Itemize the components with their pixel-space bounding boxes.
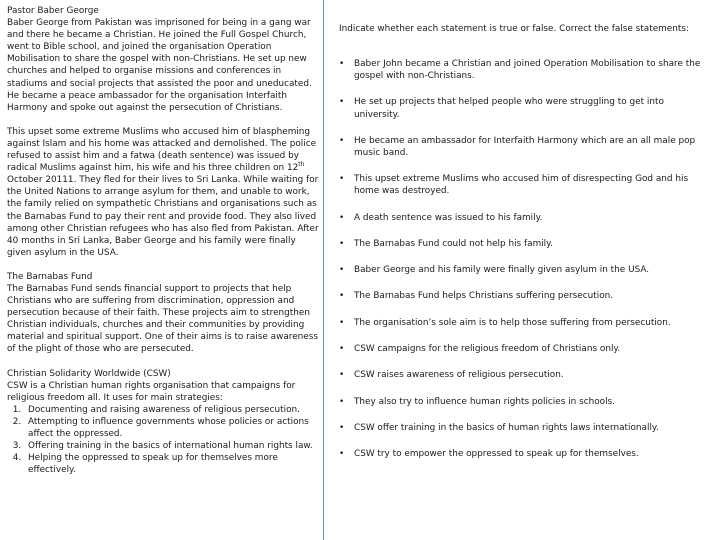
bullet-icon: • — [339, 238, 345, 249]
statement-text: He became an ambassador for Interfaith Harmony which are an all male pop music band. — [354, 135, 696, 158]
statement-text: They also try to influence human rights policies in schools. — [354, 396, 615, 407]
bullet-icon: • — [339, 396, 345, 407]
statement-text: The Barnabas Fund could not help his family. — [354, 238, 553, 249]
statement-item — [339, 173, 709, 197]
exercise-column — [339, 23, 709, 474]
statement-item — [339, 317, 709, 329]
ordinal-suffix: th — [298, 161, 305, 169]
barnabas-heading: The Barnabas Fund — [7, 271, 93, 282]
strategy-list — [7, 404, 319, 477]
bullet-icon: • — [339, 291, 345, 302]
statement-text: Baber George and his family were finally given asylum in the USA. — [354, 265, 650, 276]
bullet-icon: • — [339, 317, 345, 328]
csw-heading: Christian Solidarity Worldwide (CSW) — [7, 368, 171, 379]
statement-text: Baber John became a Christian and joined Operation Mobilisation to share the gospel with non-Christians. — [354, 59, 701, 82]
column-divider — [323, 0, 324, 540]
statement-text: The Barnabas Fund helps Christians suffering persecution. — [354, 291, 614, 302]
statement-item — [339, 369, 709, 381]
story-text-1: This upset some extreme Muslims who accused him of blaspheming against Islam and his home was attacked and demolished. The police refused to assist him and a fatwa (death sentence) was issued by radical Muslims against him, his wife and his three children on 12 — [7, 126, 317, 174]
spacer — [7, 259, 319, 271]
statement-text: The organisation’s sole aim is to help those suffering from persecution. — [354, 317, 671, 328]
bullet-icon: • — [339, 422, 345, 433]
statement-item — [339, 448, 709, 460]
strategy-item: 2. Attempting to influence governments whose policies or actions affect the oppressed. — [24, 416, 319, 440]
statement-item — [339, 96, 709, 120]
info-column — [7, 5, 319, 476]
statement-item — [339, 135, 709, 159]
strategy-item: 4. Helping the oppressed to speak up for themselves more effectively. — [24, 452, 319, 476]
bullet-icon: • — [339, 449, 345, 460]
statement-item — [339, 58, 709, 82]
instruction-text: Indicate whether each statement is true or false. Correct the false statements: — [339, 24, 689, 34]
statement-text: CSW offer training in the basics of human rights laws internationally. — [354, 422, 659, 433]
bullet-icon: • — [339, 265, 345, 276]
bullet-icon: • — [339, 97, 345, 108]
statement-item — [339, 290, 709, 302]
spacer — [7, 356, 319, 368]
section-title: Pastor Baber George — [7, 6, 99, 16]
bullet-icon: • — [339, 370, 345, 381]
bullet-icon: • — [339, 59, 345, 70]
statement-text: CSW raises awareness of religious persecution. — [354, 370, 564, 381]
statement-list — [339, 58, 709, 460]
spacer — [7, 114, 319, 126]
bullet-icon: • — [339, 174, 345, 185]
story-paragraph — [7, 126, 319, 259]
statement-item — [339, 396, 709, 408]
statement-text: This upset extreme Muslims who accused him of disrespecting God and his home was destroyed. — [354, 174, 689, 197]
statement-text: He set up projects that helped people who were struggling to get into university. — [354, 97, 664, 120]
statement-text: CSW campaigns for the religious freedom of Christians only. — [354, 344, 621, 354]
statement-text: A death sentence was issued to his family. — [354, 212, 543, 223]
story-text-2: October 20111. They fled for their lives to Sri Lanka. While waiting for the United Nations to arrange asylum for them, and unable to work, the family relied on sympathetic Christians and organisations such as the Barnabas Fund to pay their rent and provide food. They also lived among other Christian refugees who has also fled from Pakistan. After 40 months in Sri Lanka, Baber George and his family were finally given asylum in the USA. — [7, 175, 319, 258]
statement-item — [339, 238, 709, 250]
barnabas-paragraph: The Barnabas Fund sends financial support to projects that help Christians who are suffering from discrimination, oppression and persecution because of their faith. These projects aim to strengthen Christian individuals, churches and their communities by providing material and spiritual support. One of their aims is to raise awareness of the plight of those who are persecuted. — [7, 283, 319, 355]
statement-item — [339, 212, 709, 224]
bullet-icon: • — [339, 212, 345, 223]
intro-paragraph: Baber George from Pakistan was imprisoned for being in a gang war and there he became a Christian. He joined the Full Gospel Church, went to Bible school, and joined the organisation Operation Mobilisation to share the gospel with non-Christians. He set up new churches and helped to organise missions and conferences in stadiums and social projects that assisted the poor and uneducated. He became a peace ambassador for the organisation Interfaith Harmony and spoke out against the persecution of Christians. — [7, 18, 312, 113]
statement-text: CSW try to empower the oppressed to speak up for themselves. — [354, 449, 639, 460]
csw-paragraph: CSW is a Christian human rights organisation that campaigns for religious freedom all. It uses for main strategies: — [7, 380, 296, 403]
statement-item — [339, 264, 709, 276]
statement-item — [339, 422, 709, 434]
statement-item — [339, 343, 709, 355]
strategy-item: 1. Documenting and raising awareness of religious persecution. — [24, 404, 319, 416]
bullet-icon: • — [339, 135, 345, 146]
bullet-icon: • — [339, 344, 345, 354]
strategy-item: 3. Offering training in the basics of international human rights law. — [24, 440, 319, 452]
